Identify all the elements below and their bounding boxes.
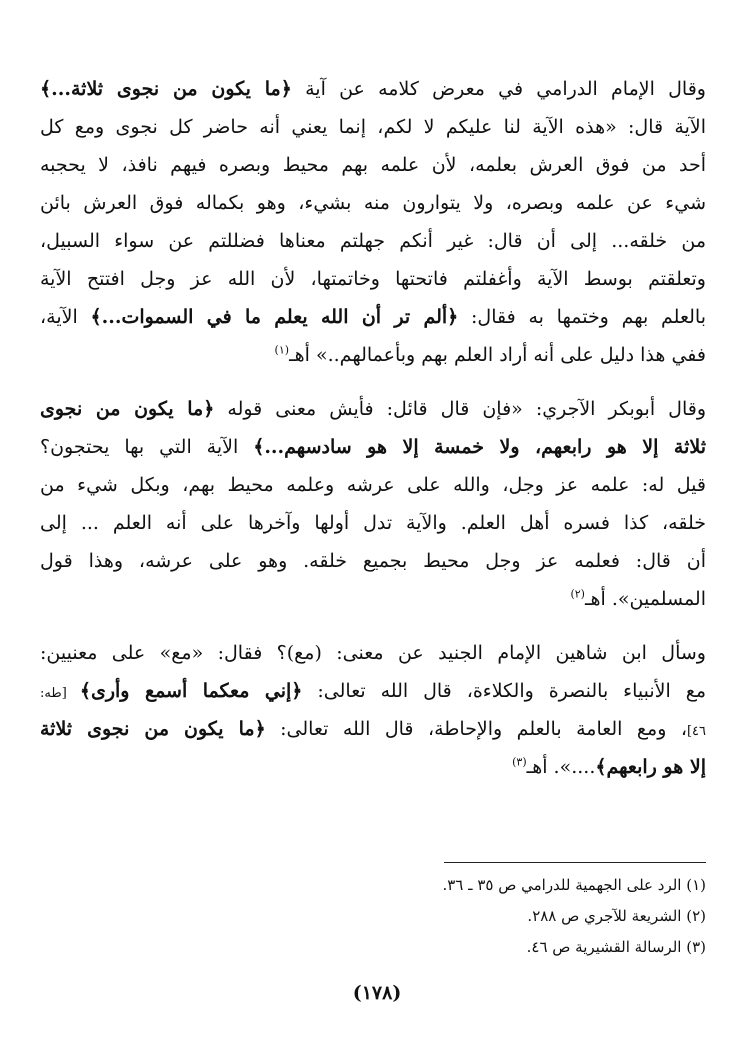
text-run: أحد من فوق العرش بعلمه، لأن علمه بهم محيط وبصره فيهم نافذ، لا يحجبه — [40, 154, 706, 176]
quranic-quote: ﴿ما يكون من نجوى ثلاثة — [40, 718, 266, 740]
text-line — [40, 748, 706, 786]
text-run: وقال أبوبكر الآجري: «فإن قال قائل: فأيش معنى قوله — [214, 398, 706, 420]
footnote-ref: (٢) — [570, 587, 585, 601]
footnote: (١) الرد على الجهمية للدرامي ص ٣٥ ـ ٣٦. — [442, 876, 706, 894]
quranic-quote: ﴿ما يكون من نجوى — [40, 398, 215, 420]
text-line — [40, 184, 706, 222]
text-line — [40, 428, 706, 466]
footnote-separator — [444, 862, 706, 863]
text-run: وسأل ابن شاهين الإمام الجنيد عن معنى: (مع)؟ فقال: «مع» على معنيين: — [40, 642, 706, 664]
text-run: المسلمين». أهـ — [584, 588, 706, 610]
text-line — [40, 146, 706, 184]
quranic-quote: ثلاثة إلا هو رابعهم، ولا خمسة إلا هو سادسهم...﴾ — [253, 436, 706, 458]
text-line — [40, 390, 706, 428]
text-run: وتعلقتم بوسط الآية وأغفلتم فاتحتها وخاتمتها، لأن الله عز وجل افتتح الآية — [40, 268, 706, 290]
text-line — [40, 108, 706, 146]
text-run: الآية قال: «هذه الآية لنا عليكم لا لكم، إنما يعني أنه حاضر كل نجوى ومع كل — [40, 116, 706, 138]
text-run: بالعلم بهم وختمها به فقال: — [458, 306, 706, 328]
text-line — [40, 466, 706, 504]
text-line — [40, 222, 706, 260]
text-run: الآية التي بها يحتجون؟ — [40, 436, 254, 458]
footnote: (٢) الشريعة للآجري ص ٢٨٨. — [527, 907, 706, 925]
paragraph — [40, 634, 706, 786]
text-run: أن قال: فعلمه عز وجل محيط بجميع خلقه. وهو على عرشه، وهذا قول — [40, 550, 706, 572]
text-run: [طه: — [40, 686, 80, 701]
footnote: (٣) الرسالة القشيرية ص ٤٦. — [526, 938, 706, 956]
text-line — [40, 710, 706, 748]
body-text — [40, 70, 706, 786]
text-line — [40, 504, 706, 542]
paragraph — [40, 70, 706, 374]
quranic-quote: ﴿ما يكون من نجوى ثلاثة...﴾ — [40, 78, 292, 100]
text-run: وقال الإمام الدرامي في معرض كلامه عن آية — [291, 78, 706, 100]
footnote-ref: (١) — [274, 343, 290, 357]
text-run: ٤٦] — [686, 724, 706, 739]
quranic-quote: إلا هو رابعهم﴾ — [595, 756, 706, 778]
footnote-ref: (٣) — [512, 755, 527, 769]
text-run: ....». أهـ — [526, 756, 596, 778]
text-line — [40, 336, 706, 374]
text-run: قيل له: علمه عز وجل، والله على عرشه وعلمه محيط بهم، وبكل شيء من — [40, 474, 706, 496]
text-line — [40, 634, 706, 672]
quranic-quote: ﴿إني معكما أسمع وأرى﴾ — [79, 680, 303, 702]
text-run: مع الأنبياء بالنصرة والكلاءة، قال الله تعالى: — [302, 680, 706, 702]
text-line — [40, 298, 706, 336]
text-line — [40, 672, 706, 710]
text-line — [40, 580, 706, 618]
text-run: من خلقه... إلى أن قال: غير أنكم جهلتم معناها فضللتم عن سواء السبيل، — [40, 230, 706, 252]
text-line — [40, 260, 706, 298]
text-run: شيء عن علمه وبصره، ولا يتوارون منه بشيء، وهو بكماله فوق العرش بائن — [40, 192, 706, 214]
text-run: الآية، — [40, 306, 91, 328]
footnotes — [40, 870, 706, 963]
text-line — [40, 70, 706, 108]
quranic-quote: ﴿ألم تر أن الله يعلم ما في السموات...﴾ — [90, 306, 459, 328]
text-run: ففي هذا دليل على أنه أراد العلم بهم وبأعمالهم..» أهـ — [289, 344, 706, 366]
paragraph — [40, 390, 706, 618]
text-run: ، ومع العامة بالعلم والإحاطة، قال الله تعالى: — [265, 718, 687, 740]
text-run: خلقه، كذا فسره أهل العلم. والآية تدل أولها وآخرها على أنه العلم ... إلى — [40, 512, 706, 534]
text-line — [40, 542, 706, 580]
page-number: (١٧٨) — [352, 982, 402, 1004]
